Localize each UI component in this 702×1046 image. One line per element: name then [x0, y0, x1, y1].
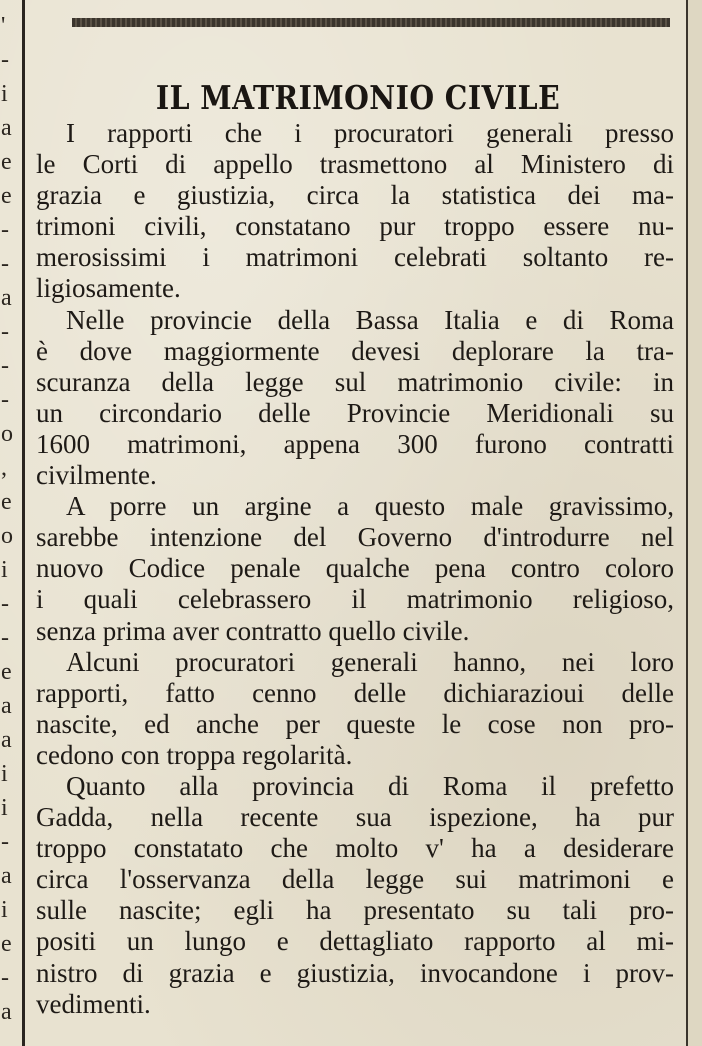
article-paragraph — [36, 491, 674, 646]
text-line: I rapporti che i procuratori generali presso — [66, 118, 674, 148]
text-line: A porre un argine a questo male gravissimo, — [66, 491, 674, 522]
article-paragraph — [36, 305, 674, 492]
column-rule-left — [22, 0, 25, 1046]
text-line: senza prima aver contratto quello civile. — [36, 615, 470, 646]
edge-letter: - — [1, 625, 9, 651]
edge-letter: o — [1, 421, 13, 447]
text-line: trimoni civili, constatano pur troppo essere nu- — [36, 211, 674, 242]
edge-letter: - — [1, 217, 9, 243]
text-line: nuovo Codice penale qualche pena contro coloro — [36, 553, 674, 584]
text-line: rapporti, fatto cenno delle dichiarazioui delle — [36, 677, 674, 708]
text-line: Nelle provincie della Bassa Italia e di Roma — [66, 304, 674, 335]
edge-letter: ' — [1, 13, 6, 39]
adjacent-column-right — [688, 0, 702, 1046]
text-line: troppo constatato che molto v' ha a desiderare — [36, 833, 674, 864]
section-divider — [72, 18, 670, 27]
edge-letter: e — [1, 931, 12, 957]
text-line: è dove maggiormente devesi deplorare la tra- — [36, 335, 674, 366]
edge-letter: e — [1, 183, 12, 209]
edge-letter: i — [1, 81, 8, 107]
article-body — [36, 118, 674, 1020]
text-line: grazia e giustizia, circa la statistica dei ma- — [36, 180, 674, 211]
article-paragraph — [36, 647, 674, 771]
edge-letter: - — [1, 387, 9, 413]
text-line: Alcuni procuratori generali hanno, nei loro — [66, 646, 674, 677]
edge-letter: - — [1, 353, 9, 379]
article-paragraph — [36, 771, 674, 1020]
edge-letter: o — [1, 523, 13, 549]
edge-letter: - — [1, 47, 9, 73]
article-paragraph — [36, 118, 674, 305]
edge-letter: , — [1, 455, 7, 481]
text-line: vedimenti. — [36, 988, 151, 1019]
text-line: civilmente. — [36, 460, 157, 491]
text-line: nistro di grazia e giustizia, invocandone i prov- — [36, 957, 674, 988]
edge-letter: a — [1, 115, 12, 141]
text-line: sulle nascite; egli ha presentato su tali pro- — [36, 895, 674, 926]
text-line: Gadda, nella recente sua ispezione, ha pur — [36, 802, 674, 833]
text-line: cedono con troppa regolarità. — [36, 739, 353, 770]
edge-letter: e — [1, 659, 12, 685]
edge-letter: i — [1, 897, 8, 923]
edge-letter: - — [1, 319, 9, 345]
text-line: scuranza della legge sul matrimonio civile: in — [36, 366, 674, 397]
text-line: positi un lungo e dettagliato rapporto al mi- — [36, 926, 674, 957]
edge-letter: a — [1, 727, 12, 753]
edge-letter: e — [1, 489, 12, 515]
text-line: nascite, ed anche per queste le cose non pro- — [36, 708, 674, 739]
text-line: circa l'osservanza della legge sui matrimoni e — [36, 864, 674, 895]
edge-letter: - — [1, 965, 9, 991]
edge-letter: - — [1, 591, 9, 617]
adjacent-column-fragment — [0, 0, 22, 1046]
edge-letter: e — [1, 149, 12, 175]
edge-letter: i — [1, 761, 8, 787]
article-title: IL MATRIMONIO CIVILE — [155, 78, 561, 118]
edge-letter: - — [1, 829, 9, 855]
edge-letter: a — [1, 285, 12, 311]
edge-letter: a — [1, 863, 12, 889]
text-line: ligiosamente. — [36, 273, 181, 304]
edge-letter: a — [1, 693, 12, 719]
text-line: un circondario delle Provincie Meridionali su — [36, 397, 674, 428]
edge-letter: i — [1, 795, 8, 821]
text-line: merosissimi i matrimoni celebrati soltanto re- — [36, 242, 674, 273]
edge-letter: i — [1, 557, 8, 583]
text-line: Quanto alla provincia di Roma il prefetto — [66, 770, 674, 801]
text-line: i quali celebrassero il matrimonio religioso, — [36, 584, 674, 615]
edge-letter: - — [1, 251, 9, 277]
text-line: le Corti di appello trasmettono al Ministero di — [36, 149, 674, 180]
edge-letter: a — [1, 999, 12, 1025]
text-line: sarebbe intenzione del Governo d'introdurre nel — [36, 522, 674, 553]
text-line: 1600 matrimoni, appena 300 furono contratti — [36, 428, 674, 459]
